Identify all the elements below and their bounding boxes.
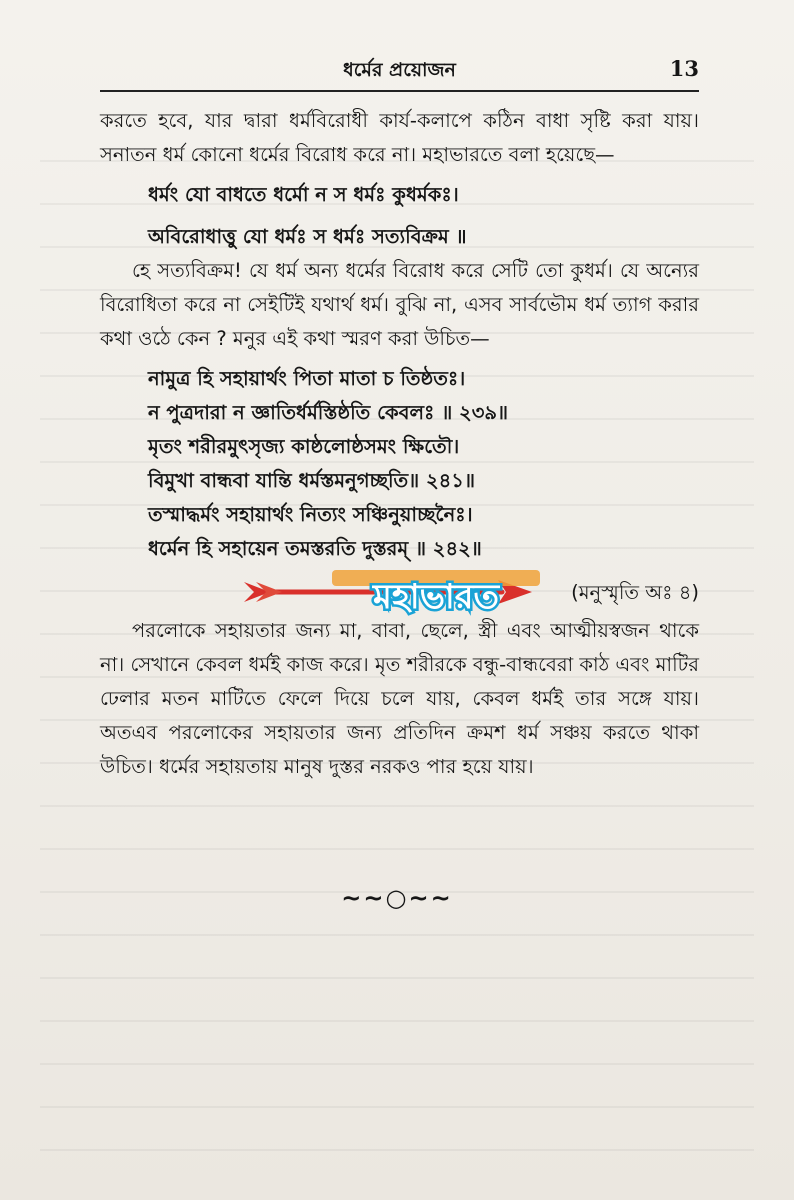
mahabharata-verse [100,178,699,254]
paragraph-conclusion: পরলোকে সহায়তার জন্য মা, বাবা, ছেলে, স্ত্রী এবং আত্মীয়স্বজন থাকে না। সেখানে কেবল ধর্মই কাজ করে। মৃত শরীরকে বন্ধু-বান্ধবেরা কাঠ এবং মাটির ঢেলার মতন মাটিতে ফেলে দিয়ে চলে যায়, কেবল ধর্মই তার সঙ্গে যায়। অতএব পরলোকের সহায়তার জন্য প্রতিদিন ক্রমশ ধর্ম সঞ্চয় করতে থাকা উচিত। ধর্মের সহায়তায় মানুষ দুস্তর নরকও পার হয়ে যায়। [100,619,700,778]
paragraph-continuation: করতে হবে, যার দ্বারা ধর্মবিরোধী কার্য-কলাপে কঠিন বাধা সৃষ্টি করা যায়। সনাতন ধর্ম কোনো ধর্মের বিরোধ করে না। মহাভারতে বলা হয়েছে— [100,109,699,166]
page-number: 13 [669,56,699,81]
verse-line: তস্মাদ্ধর্মং সহায়ার্থং নিত্যং সঞ্চিনুয়াচ্ছনৈঃ। [148,503,473,526]
header-divider [100,90,699,92]
running-header [100,56,699,86]
paragraph-explanation: হে সত্যবিক্রম! যে ধর্ম অন্য ধর্মের বিরোধ করে সেটি তো কুধর্ম। যে অন্যের বিরোধিতা করে না সেইটিই যথার্থ ধর্ম। বুঝি না, এসব সার্বভৌম ধর্ম ত্যাগ করার কথা ওঠে কেন ? মনুর এই কথা স্মরণ করা উচিত— [100,259,699,350]
page-body [100,104,699,784]
chapter-title: ধর্মের প্রয়োজন [343,59,456,81]
citation-text: (মনুস্মৃতি অঃ ৪) [571,581,699,604]
verse-line: ধর্মেন হি সহায়েন তমস্তরতি দুস্তরম্ ॥ ২৪২॥ [148,537,482,560]
verse-line: মৃতং শরীরমুৎসৃজ্য কাষ্ঠলোষ্ঠসমং ক্ষিতৌ। [148,435,460,458]
verse-line: বিমুখা বান্ধবা যান্তি ধর্মস্তমনুগচ্ছতি॥ ২৪১॥ [148,469,475,492]
verse-line: অবিরোধাত্তু যো ধর্মঃ স ধর্মঃ সত্যবিক্রম ॥ [148,225,467,248]
watermark-logo [318,568,554,616]
section-end-ornament: ~~○~~ [341,884,453,912]
manusmriti-verse [100,362,699,566]
verse-line: ধর্মং যো বাধতে ধর্মো ন স ধর্মঃ কুধর্মকঃ। [148,183,459,206]
citation-row [100,570,699,614]
verse-line: নামুত্র হি সহায়ার্থং পিতা মাতা চ তিষ্ঠতঃ। [148,367,466,390]
svg-text:মহাভারত: মহাভারত [372,577,500,616]
verse-line: ন পুত্রদারা ন জ্ঞাতির্ধর্মস্তিষ্ঠতি কেবলঃ ॥ ২৩৯॥ [148,401,509,424]
